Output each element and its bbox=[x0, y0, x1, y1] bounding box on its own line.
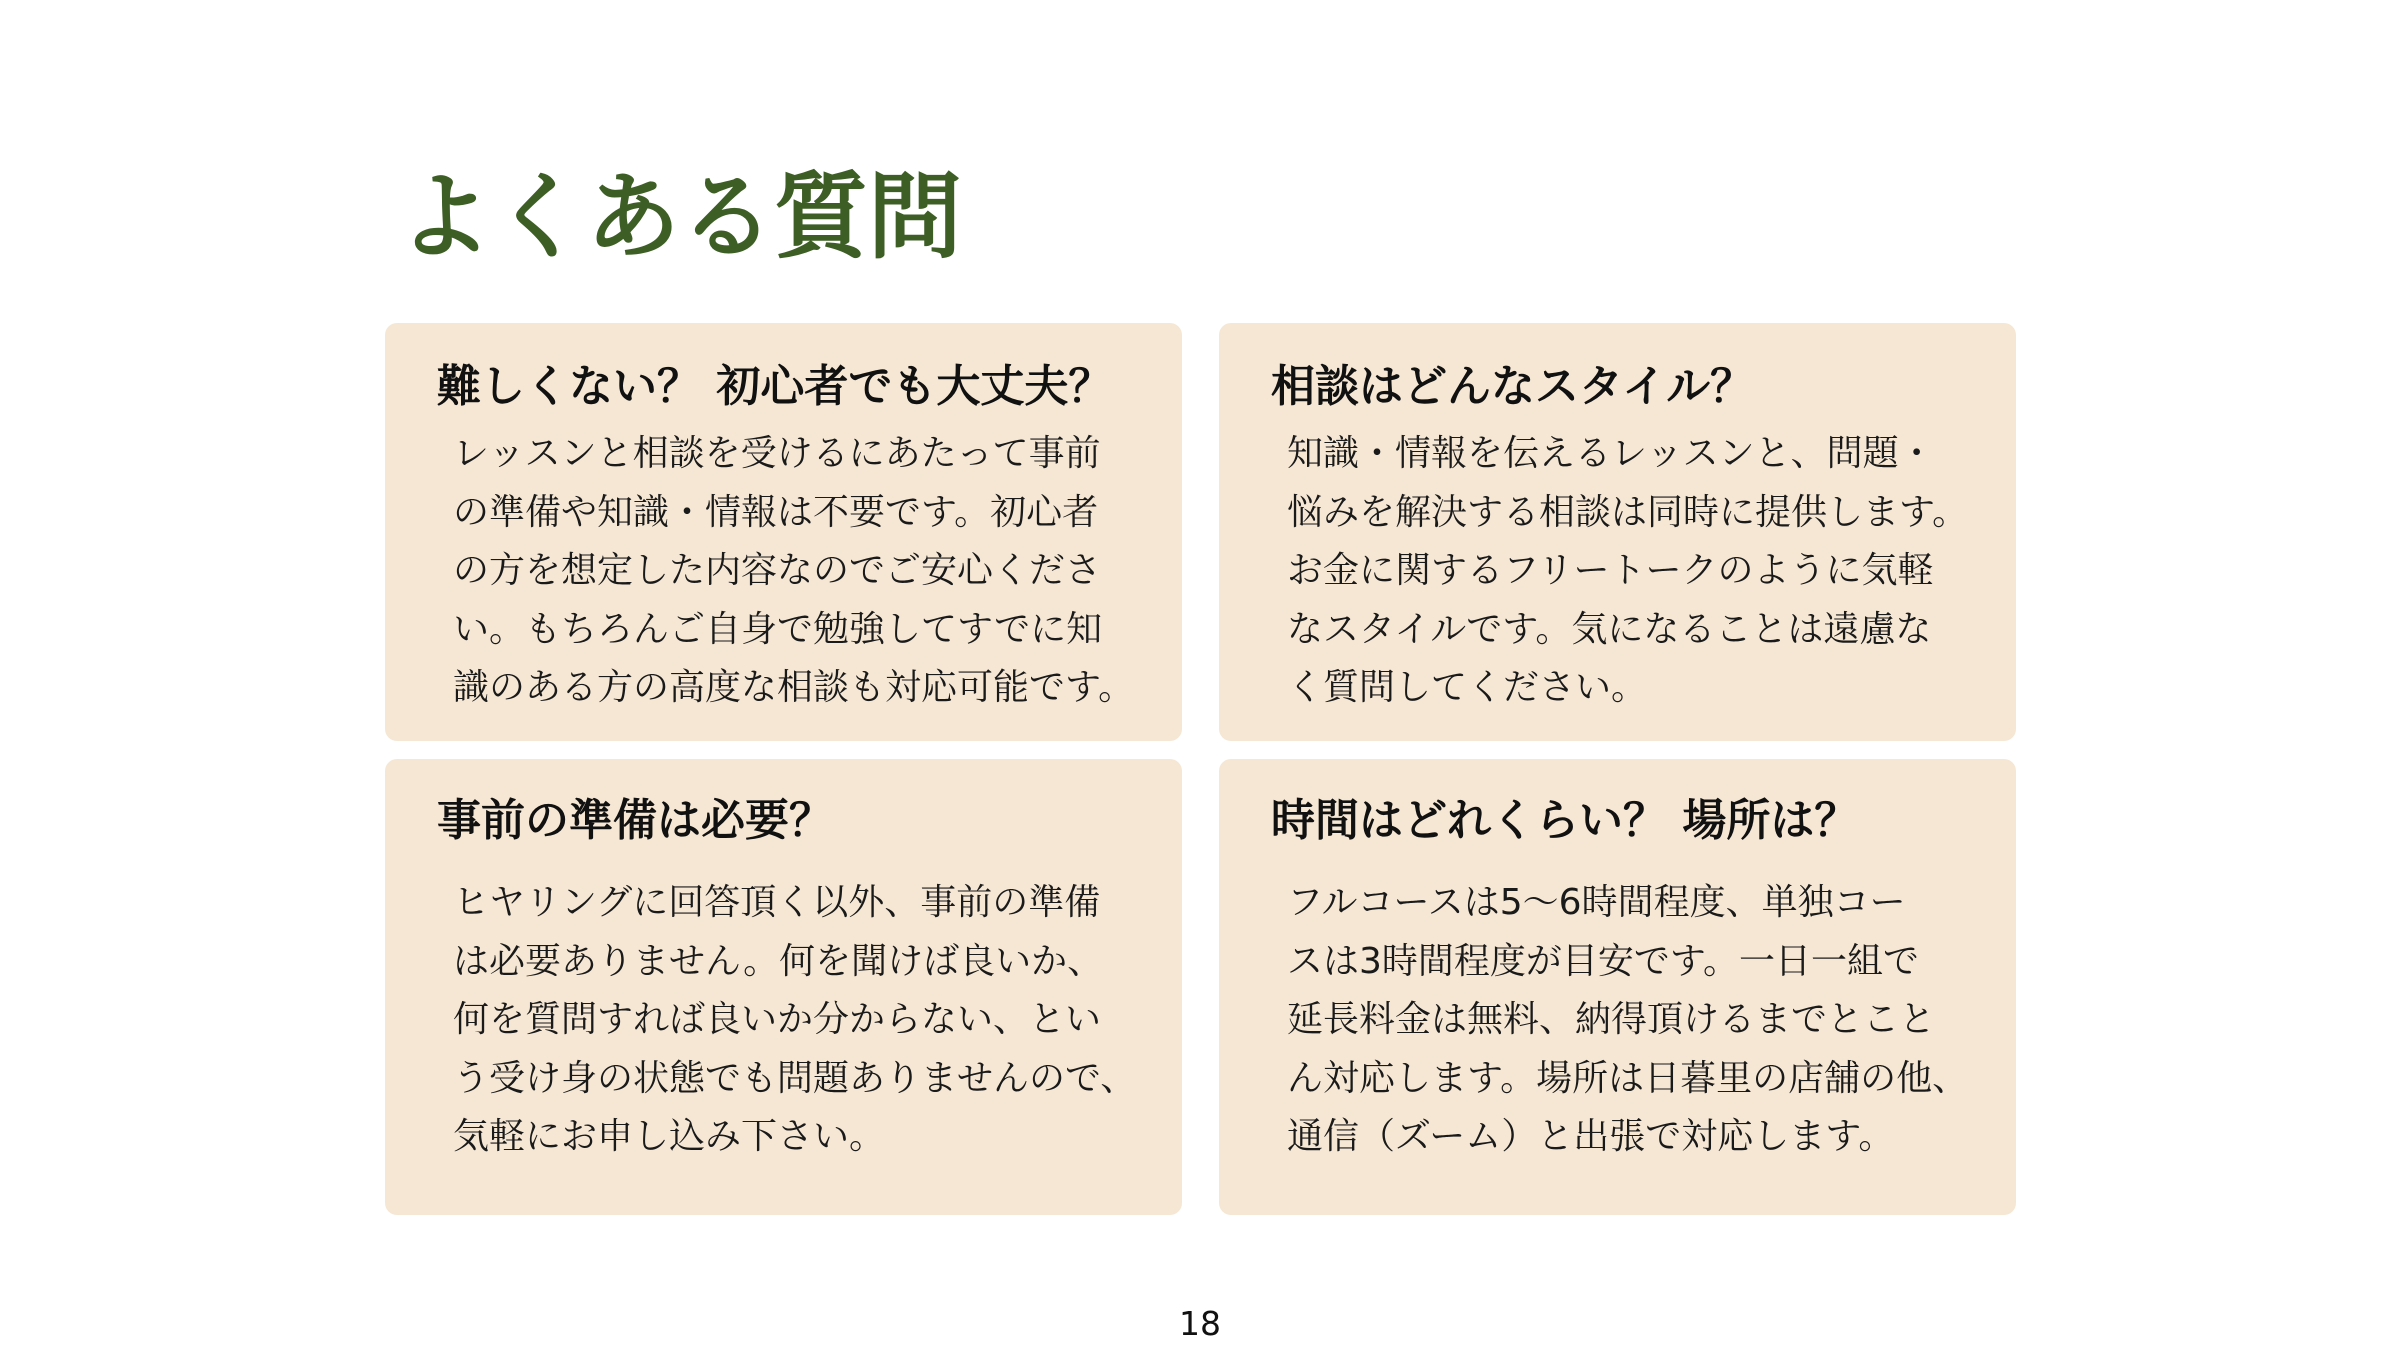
faq-answer: 知識・情報を伝えるレッスンと、問題・ 悩みを解決する相談は同時に提供します。 お金に関するフリートークのように気軽 なスタイルです。気になることは遠慮な く質問してください。 bbox=[1287, 433, 1969, 708]
faq-question: 時間はどれくらい？ 場所は？ bbox=[1271, 795, 1859, 846]
faq-question: 事前の準備は必要？ bbox=[437, 795, 833, 846]
faq-question: 難しくない？ 初心者でも大丈夫？ bbox=[437, 361, 1113, 412]
faq-card-preparation bbox=[385, 759, 1182, 1215]
page-number: 18 bbox=[1179, 1304, 1221, 1343]
faq-answer: レッスンと相談を受けるにあたって事前 の準備や知識・情報は不要です。初心者 の方を想定した内容なのでご安心くださ い。もちろんご自身で勉強してすでに知 識のある方の高度な相談も対応可能です。 bbox=[453, 433, 1135, 708]
faq-card-difficulty bbox=[385, 323, 1182, 741]
faq-card-style bbox=[1219, 323, 2016, 741]
faq-answer: ヒヤリングに回答頂く以外、事前の準備 は必要ありません。何を聞けば良いか、 何を質問すれば良いか分からない、とい う受け身の状態でも問題ありませんので、 気軽にお申し込み下さい。 bbox=[453, 882, 1137, 1157]
faq-question: 相談はどんなスタイル？ bbox=[1271, 361, 1755, 412]
faq-answer: フルコースは5～6時間程度、単独コー スは3時間程度が目安です。一日一組で 延長料金は無料、納得頂けるまでとこと ん対応します。場所は日暮里の店舗の他、 通信（ズーム）と出張で対応します。 bbox=[1287, 882, 1969, 1157]
faq-card-time-place bbox=[1219, 759, 2016, 1215]
page-title: よくある質問 bbox=[398, 163, 963, 272]
